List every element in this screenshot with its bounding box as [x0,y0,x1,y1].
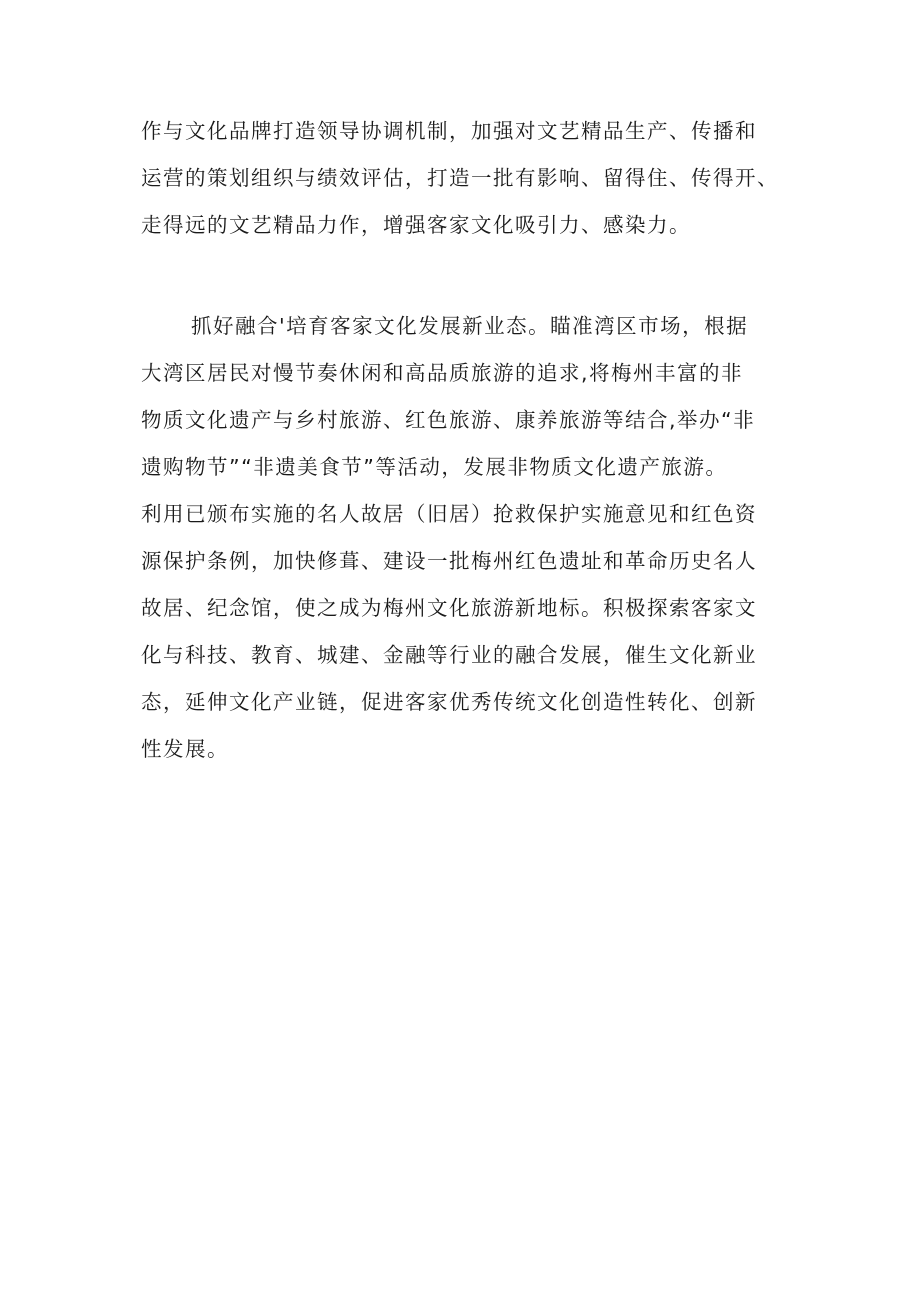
text-line: 运营的策划组织与绩效评估，打造一批有影响、留得住、传得开、 [141,166,779,190]
text-line: 化与科技、教育、城建、金融等行业的融合发展，催生文化新业 [141,643,757,667]
text-line: 故居、纪念馆，使之成为梅州文化旅游新地标。积极探索客家文 [141,596,757,620]
text-line: 态，延伸文化产业链，促进客家优秀传统文化创造性转化、创新 [141,690,757,714]
text-line: 利用已颁布实施的名人故居（旧居）抢救保护实施意见和红色资 [141,502,757,526]
text-line: 源保护条例，加快修葺、建设一批梅州红色遗址和革命历史名人 [141,549,757,573]
paragraph-2 [141,303,791,773]
text-line: 走得远的文艺精品力作，增强客家文化吸引力、感染力。 [141,213,691,237]
text-line: 作与文化品牌打造领导协调机制，加强对文艺精品生产、传播和 [141,119,757,143]
paragraph-1 [141,108,791,249]
text-line: 性发展。 [141,737,229,761]
text-line: 物质文化遗产与乡村旅游、红色旅游、康养旅游等结合,举办“非 [141,408,756,432]
text-line: 遗购物节”“非遗美食节”等活动，发展非物质文化遗产旅游。 [141,455,728,479]
text-line: 大湾区居民对慢节奏休闲和高品质旅游的追求,将梅州丰富的非 [141,361,744,385]
text-line: 抓好融合'培育客家文化发展新业态。瞄准湾区市场，根据 [191,314,749,338]
